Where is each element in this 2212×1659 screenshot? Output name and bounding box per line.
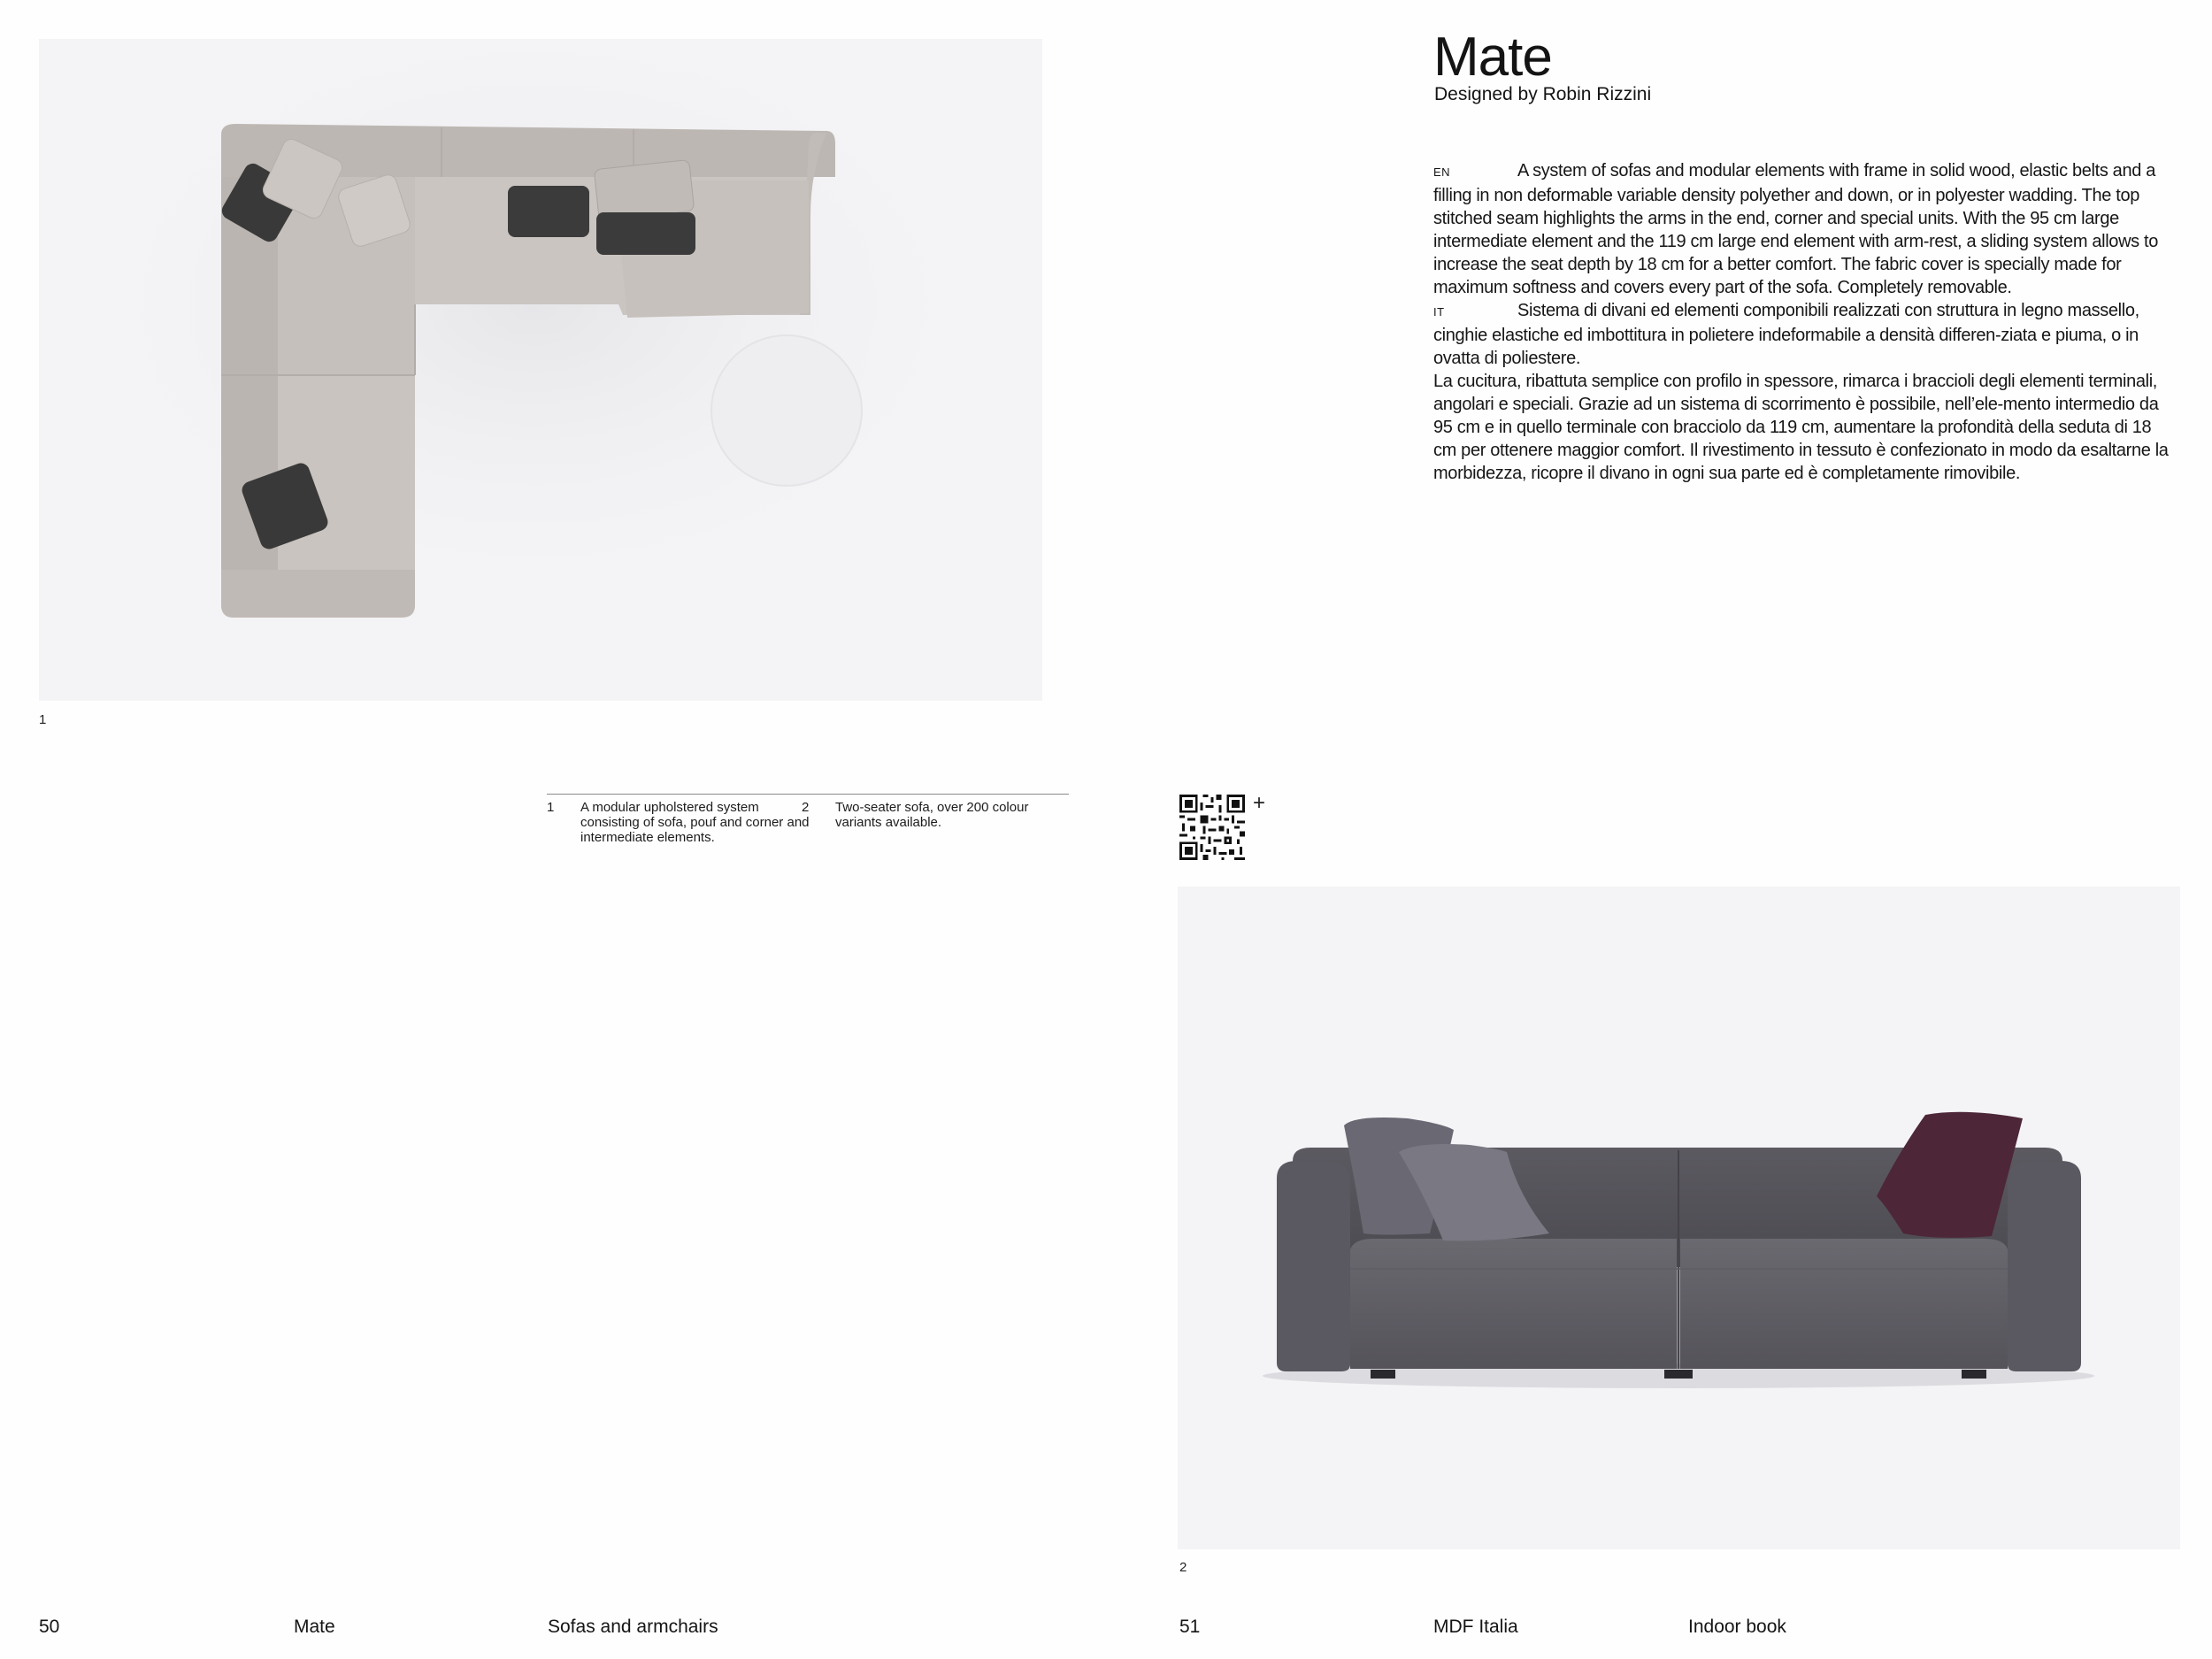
corner-sofa-illustration bbox=[39, 39, 1042, 701]
right-footer-book: Indoor book bbox=[1688, 1617, 1786, 1637]
language-tag-en: EN bbox=[1433, 165, 1451, 179]
photo-two-seater-sofa bbox=[1178, 887, 2180, 1549]
left-footer-section: Sofas and armchairs bbox=[548, 1617, 718, 1637]
caption-1-number: 1 bbox=[547, 800, 555, 815]
description-block bbox=[1433, 159, 2177, 485]
photo-corner-sofa-top-view bbox=[39, 39, 1042, 701]
caption-2-number: 2 bbox=[802, 800, 810, 815]
two-seater-sofa-illustration bbox=[1178, 887, 2180, 1549]
qr-code-icon bbox=[1179, 795, 1245, 860]
qr-code[interactable] bbox=[1179, 795, 1245, 860]
caption-2-text: Two-seater sofa, over 200 colour variants available. bbox=[835, 800, 1029, 830]
caption-figure-2 bbox=[802, 794, 1069, 830]
qr-plus-sign: + bbox=[1253, 791, 1266, 815]
figure-2-number: 2 bbox=[1179, 1560, 1187, 1575]
left-page-number: 50 bbox=[39, 1617, 60, 1637]
caption-figure-1 bbox=[547, 794, 814, 845]
description-en bbox=[1433, 159, 2177, 299]
description-it-text-2: La cucitura, ribattuta semplice con profilo in spessore, rimarca i braccioli degli elementi terminali, angolari e speciali. Grazie ad un sistema di scorrimento è possibile, nell’ele-mento intermedio da 95 cm e in quello terminale con bracciolo da 119 cm, aumentare la profondità della seduta di 18 cm per ottenere maggior comfort. Il rivestimento in tessuto è confezionato in modo da esaltarne la morbidezza, ricopre il divano in ogni sua parte ed è completamente rimovibile. bbox=[1433, 372, 2169, 483]
figure-1-number: 1 bbox=[39, 712, 47, 727]
description-it-text: Sistema di divani ed elementi componibili realizzati con struttura in legno massello, cinghie elastiche ed imbottitura in polietere indeformabile a densità differen-ziata e piuma, o in ovatta di poliestere. bbox=[1433, 301, 2139, 368]
caption-1-text: A modular upholstered system consisting of sofa, pouf and corner and intermediate elements. bbox=[580, 800, 810, 845]
designer-credit: Designed by Robin Rizzini bbox=[1434, 84, 1652, 104]
language-tag-it: IT bbox=[1433, 305, 1445, 319]
right-footer-brand: MDF Italia bbox=[1433, 1617, 1518, 1637]
description-en-text: A system of sofas and modular elements with frame in solid wood, elastic belts and a filling in non deformable variable density polyether and down, or in polyester wadding. The top stitched seam highlights the arms in the end, corner and special units. With the 95 cm large intermediate element and the 119 cm large end element with arm-rest, a sliding system allows to increase the seat depth by 18 cm for a better comfort. The fabric cover is specially made for maximum softness and covers every part of the sofa. Completely removable. bbox=[1433, 161, 2159, 297]
left-footer-product: Mate bbox=[294, 1617, 335, 1637]
product-title: Mate bbox=[1433, 27, 1552, 88]
right-page-number: 51 bbox=[1179, 1617, 1201, 1637]
description-it bbox=[1433, 299, 2177, 370]
